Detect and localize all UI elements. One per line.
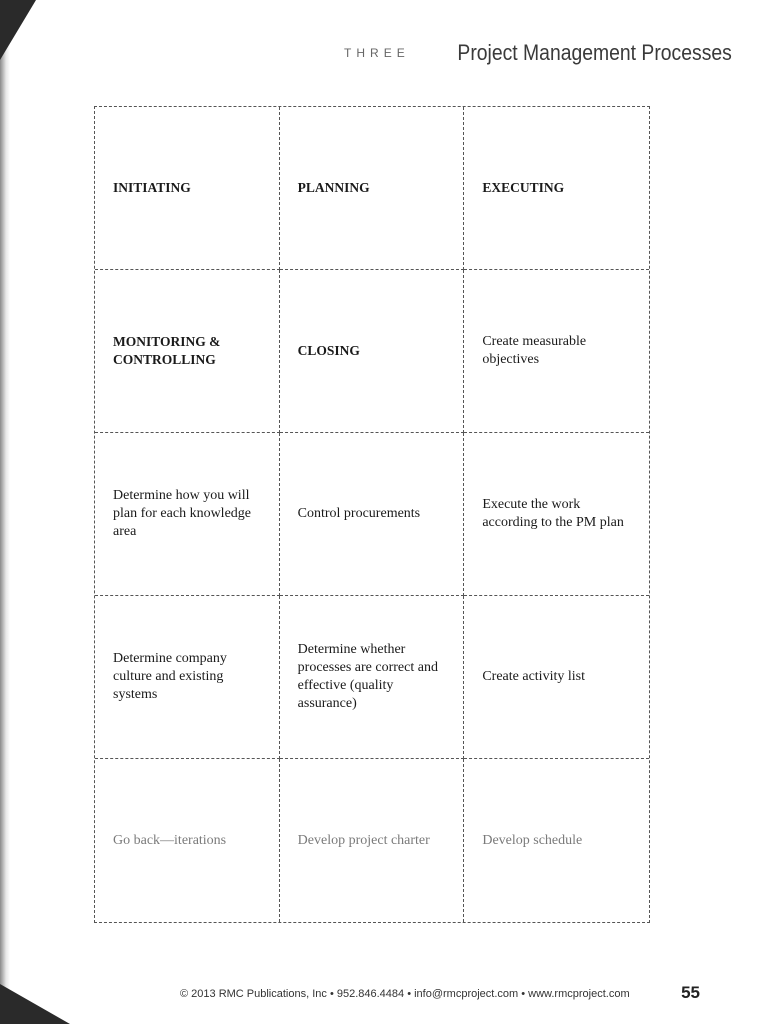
page-header: [344, 40, 732, 66]
card-determine-plan-knowledge-area: Determine how you will plan for each knowledge area: [95, 433, 280, 596]
card-planning: PLANNING: [280, 107, 465, 270]
page-corner-bottom: [0, 984, 70, 1024]
card-create-activity-list: Create activity list: [464, 596, 649, 759]
page-edge-shadow: [0, 0, 10, 1024]
card-execute-work: Execute the work according to the PM plan: [464, 433, 649, 596]
page-title: Project Management Processes: [457, 40, 732, 65]
footer-copyright: © 2013 RMC Publications, Inc • 952.846.4484 • info@rmcproject.com • www.rmcproject.com: [180, 988, 630, 1000]
card-develop-project-charter: Develop project charter: [280, 759, 465, 922]
card-closing: CLOSING: [280, 270, 465, 433]
card-go-back-iterations: Go back—iterations: [95, 759, 280, 922]
card-quality-assurance: Determine whether processes are correct and effective (quality assurance): [280, 596, 465, 759]
card-determine-company-culture: Determine company culture and existing systems: [95, 596, 280, 759]
card-executing: EXECUTING: [464, 107, 649, 270]
card-monitoring-controlling: MONITORING & CONTROLLING: [95, 270, 280, 433]
page-number: 55: [681, 983, 700, 1002]
flashcard-grid: [94, 106, 650, 923]
card-develop-schedule: Develop schedule: [482, 832, 583, 848]
card-control-procurements: Control procurements: [280, 433, 465, 596]
card-initiating: INITIATING: [95, 107, 280, 270]
page-corner-top: [0, 0, 36, 60]
chapter-label: THREE: [344, 46, 410, 60]
card-create-measurable-objectives: Create measurable objectives: [464, 270, 649, 433]
